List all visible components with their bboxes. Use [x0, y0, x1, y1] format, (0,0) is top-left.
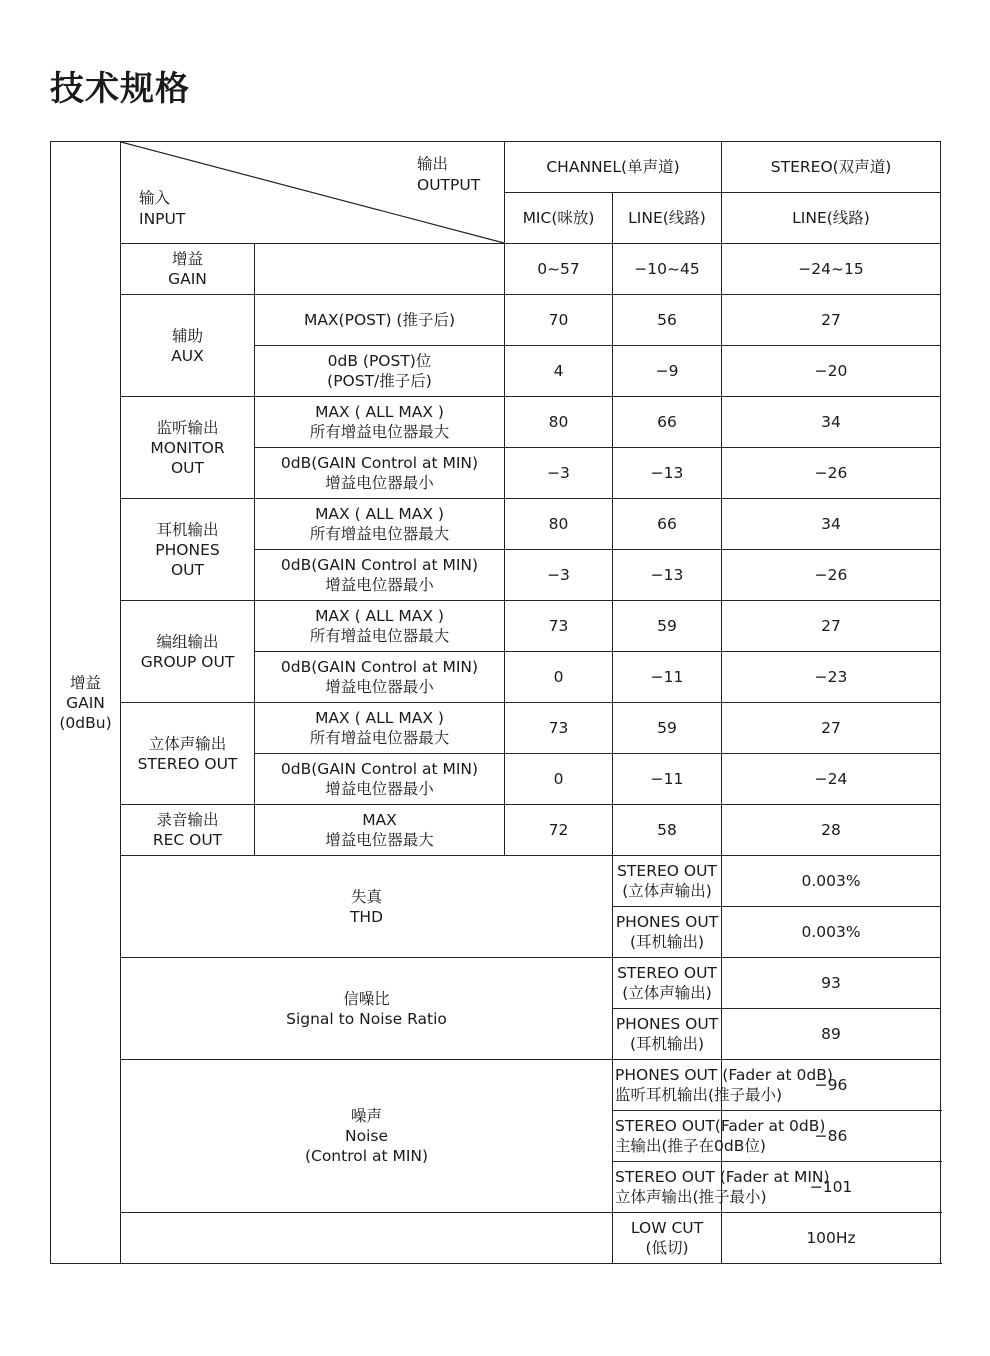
phones-out-label: 耳机输出 PHONES OUT [121, 499, 255, 601]
line-value: 56 [613, 295, 722, 346]
mic-value: 70 [505, 295, 613, 346]
line-value: 66 [613, 397, 722, 448]
mic-value: 73 [505, 703, 613, 754]
gain-group-label: 增益 GAIN (0dBu) [51, 142, 121, 1264]
condition-cell: 0dB(GAIN Control at MIN) 增益电位器最小 [255, 448, 505, 499]
spec-table [50, 141, 941, 1264]
condition-cell: 0dB(GAIN Control at MIN) 增益电位器最小 [255, 550, 505, 601]
condition-cell: MAX ( ALL MAX ) 所有增益电位器最大 [255, 499, 505, 550]
mic-value: 0.003% [722, 907, 941, 958]
gain-label: 增益 GAIN [121, 244, 255, 295]
mic-header: MIC(咪放) [505, 193, 613, 244]
condition-cell: MAX ( ALL MAX ) 所有增益电位器最大 [255, 397, 505, 448]
thd-label: 失真 THD [121, 856, 613, 958]
condition-cell: 0dB (POST)位 (POST/推子后) [255, 346, 505, 397]
table-row [51, 601, 941, 652]
condition-cell: MAX ( ALL MAX ) 所有增益电位器最大 [255, 703, 505, 754]
page-title: 技术规格 [50, 69, 190, 109]
gain-stereo-value: −24~15 [722, 244, 941, 295]
line-value: −13 [613, 550, 722, 601]
mic-value: −3 [505, 448, 613, 499]
line-value: 58 [613, 805, 722, 856]
mic-value: 89 [722, 1009, 941, 1060]
stereo-value: 27 [722, 295, 941, 346]
line-value: −11 [613, 754, 722, 805]
condition-cell: PHONES OUT (耳机输出) [613, 1009, 722, 1060]
stereo-value: −26 [722, 448, 941, 499]
mic-value: 0 [505, 754, 613, 805]
channel-header: CHANNEL(单声道) [505, 142, 722, 193]
table-row [51, 805, 941, 856]
gain-mic-value: 0~57 [505, 244, 613, 295]
stereo-value: −26 [722, 550, 941, 601]
stereo-value: −24 [722, 754, 941, 805]
output-label: 输出 OUTPUT [417, 155, 481, 194]
table-row [51, 244, 941, 295]
mic-value: −3 [505, 550, 613, 601]
stereo-value: 28 [722, 805, 941, 856]
condition-cell: MAX(POST) (推子后) [255, 295, 505, 346]
monitor-out-label: 监听输出 MONITOR OUT [121, 397, 255, 499]
mic-value: 0.003% [722, 856, 941, 907]
stereo-header: STEREO(双声道) [722, 142, 941, 193]
aux-label: 辅助 AUX [121, 295, 255, 397]
gain-line-value: −10~45 [613, 244, 722, 295]
line-value: −9 [613, 346, 722, 397]
stereo-value: −20 [722, 346, 941, 397]
line-header: LINE(线路) [613, 193, 722, 244]
header-row-1 [51, 142, 941, 193]
stereo-value: 27 [722, 601, 941, 652]
noise-value: −86 [722, 1111, 941, 1162]
table-row [51, 703, 941, 754]
stereo-value: −23 [722, 652, 941, 703]
stereo-value: 27 [722, 703, 941, 754]
mic-value: 4 [505, 346, 613, 397]
input-label: 输入 INPUT [139, 189, 186, 228]
table-row [51, 1213, 941, 1264]
table-row [51, 499, 941, 550]
stereo-out-label: 立体声输出 STEREO OUT [121, 703, 255, 805]
header-corner [121, 142, 505, 244]
condition-cell: 0dB(GAIN Control at MIN) 增益电位器最小 [255, 652, 505, 703]
mic-value: 93 [722, 958, 941, 1009]
mic-value: 80 [505, 499, 613, 550]
mic-value: 80 [505, 397, 613, 448]
condition-cell: MAX ( ALL MAX ) 所有增益电位器最大 [255, 601, 505, 652]
stereo-value: 34 [722, 499, 941, 550]
mic-value: 73 [505, 601, 613, 652]
table-row [51, 1060, 941, 1111]
condition-cell: PHONES OUT (Fader at 0dB) 监听耳机输出(推子最小) [613, 1060, 722, 1111]
snr-label: 信噪比 Signal to Noise Ratio [121, 958, 613, 1060]
condition-cell: PHONES OUT (耳机输出) [613, 907, 722, 958]
empty-cell [121, 1213, 613, 1264]
stereo-value: 34 [722, 397, 941, 448]
noise-value: −101 [722, 1162, 941, 1213]
rec-out-label: 录音输出 REC OUT [121, 805, 255, 856]
condition-cell: LOW CUT (低切) [613, 1213, 722, 1264]
condition-cell: STEREO OUT(Fader at 0dB) 主输出(推子在0dB位) [613, 1111, 722, 1162]
stereo-line-header: LINE(线路) [722, 193, 941, 244]
condition-cell: MAX 增益电位器最大 [255, 805, 505, 856]
table-row [51, 958, 941, 1009]
line-value: −11 [613, 652, 722, 703]
condition-cell: STEREO OUT (Fader at MIN) 立体声输出(推子最小) [613, 1162, 722, 1213]
noise-label: 噪声 Noise (Control at MIN) [121, 1060, 613, 1213]
noise-value: −96 [722, 1060, 941, 1111]
condition-cell: STEREO OUT (立体声输出) [613, 958, 722, 1009]
condition-cell: STEREO OUT (立体声输出) [613, 856, 722, 907]
table-row [51, 397, 941, 448]
line-value: 59 [613, 703, 722, 754]
condition-cell: 0dB(GAIN Control at MIN) 增益电位器最小 [255, 754, 505, 805]
lowcut-value: 100Hz [722, 1213, 941, 1264]
group-out-label: 编组输出 GROUP OUT [121, 601, 255, 703]
mic-value: 0 [505, 652, 613, 703]
line-value: 66 [613, 499, 722, 550]
table-row [51, 856, 941, 907]
empty-cell [255, 244, 505, 295]
mic-value: 72 [505, 805, 613, 856]
table-row [51, 295, 941, 346]
line-value: 59 [613, 601, 722, 652]
line-value: −13 [613, 448, 722, 499]
